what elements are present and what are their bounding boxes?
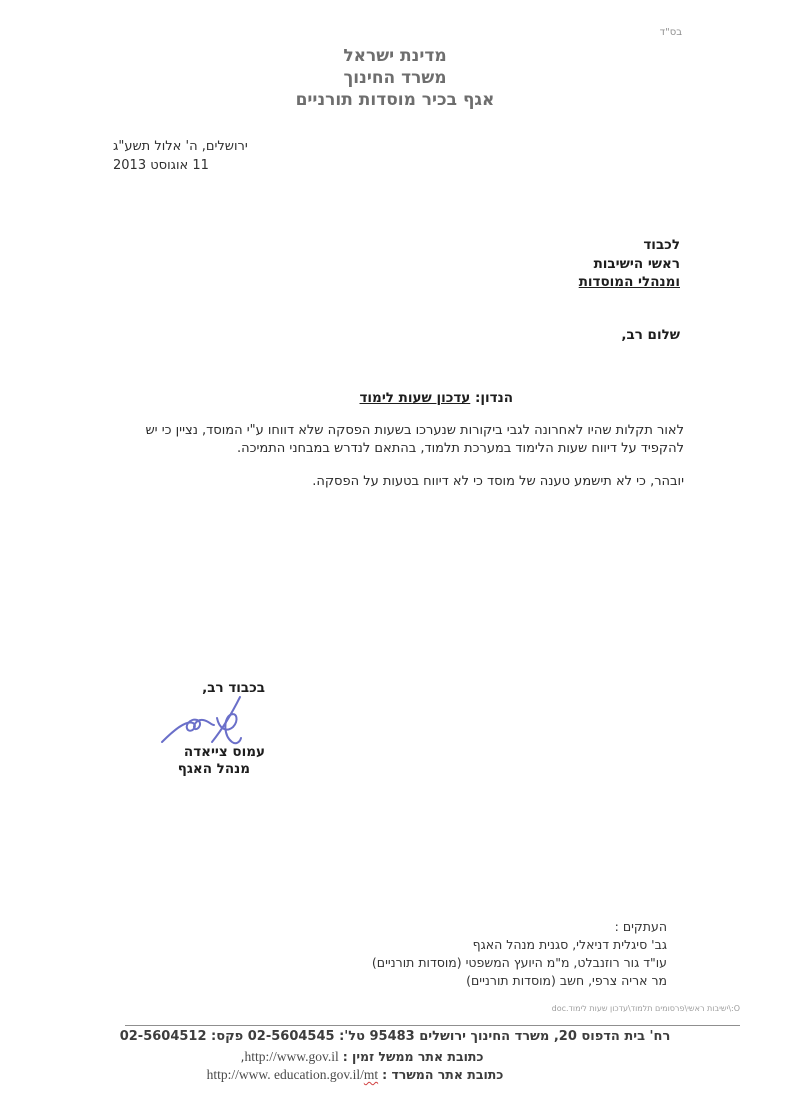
letterhead (0, 45, 790, 111)
addressee-salutation: לכבוד (643, 237, 680, 253)
signature-block (158, 680, 288, 780)
addressee-line-yeshiva-heads: ראשי הישיבות (593, 255, 680, 272)
date-hebrew: ירושלים, ה' אלול תשע"ג (113, 139, 248, 154)
addressee-line-institution-managers: ומנהלי המוסדות (578, 274, 680, 290)
copies-item: מר אריה צרפי, חשב (מוסדות תורניים) (466, 973, 667, 988)
greeting: שלום רב, (621, 327, 680, 343)
office-site-label: כתובת אתר המשרד : (382, 1067, 504, 1082)
subject-label: הנדון: (475, 390, 513, 406)
closing-salutation: בכבוד רב, (202, 680, 265, 696)
copies-label: העתקים : (614, 919, 667, 934)
addressee-block (579, 236, 680, 292)
subject-text: עדכון שעות לימוד (359, 390, 471, 406)
copies-block (372, 918, 667, 990)
footer-divider (125, 1025, 740, 1026)
date-block (113, 137, 248, 175)
gov-site-comma: , (240, 1049, 245, 1064)
copies-item: עו"ד גור רוזנבלט, מ"מ היועץ המשפטי (מוסדות תורניים) (371, 955, 667, 970)
letterhead-division: אגף בכיר מוסדות תורניים (295, 90, 495, 110)
bsd-mark: בס"ד (659, 27, 682, 38)
letterhead-ministry: משרד החינוך (343, 68, 447, 88)
letterhead-state: מדינת ישראל (343, 46, 447, 66)
footer-office-site-line (0, 1067, 710, 1083)
office-site-url-mt: mt (363, 1067, 379, 1082)
signer-name: עמוס צייאדה (183, 744, 265, 760)
office-site-url (207, 1067, 379, 1082)
footer-gov-site-line (0, 1049, 724, 1065)
footer-address-line: רח' בית הדפוס 20, משרד החינוך ירושלים 95483 טל': 02-5604545 פקס: 02-5604512 (119, 1029, 671, 1044)
body-paragraph-1: לאור תקלות שהיו לאחרונה לגבי ביקורות שנערכו בשעות הפסקה שלא דווחו ע"י המוסד, נציין כי יש להקפיד על דיווח שעות הלימוד במערכת תלמוד, בהתאם לנדרש במבחני התמיכה. (145, 423, 684, 456)
office-site-url-prefix: http://www. education.gov.il/ (206, 1067, 364, 1082)
copies-item: גב' סיגלית דניאלי, סגנית מנהל האגף (472, 937, 667, 952)
gov-site-label: כתובת אתר ממשל זמין : (342, 1049, 484, 1064)
signer-title: מנהל האגף (177, 761, 250, 777)
letter-body (104, 422, 684, 507)
body-paragraph-2: יובהר, כי לא תישמע טענה של מוסד כי לא דיווח בטעות על הפסקה. (312, 474, 684, 489)
date-gregorian: 11 אוגוסט 2013 (113, 158, 209, 173)
gov-site-url: http://www.gov.il (244, 1049, 339, 1064)
signature-scribble-icon (160, 695, 272, 747)
subject-line (359, 390, 513, 406)
document-file-path: O:\ישיבות ראשי\פרסומים תלמוד\עדכון שעות לימוד.doc (551, 1004, 740, 1013)
